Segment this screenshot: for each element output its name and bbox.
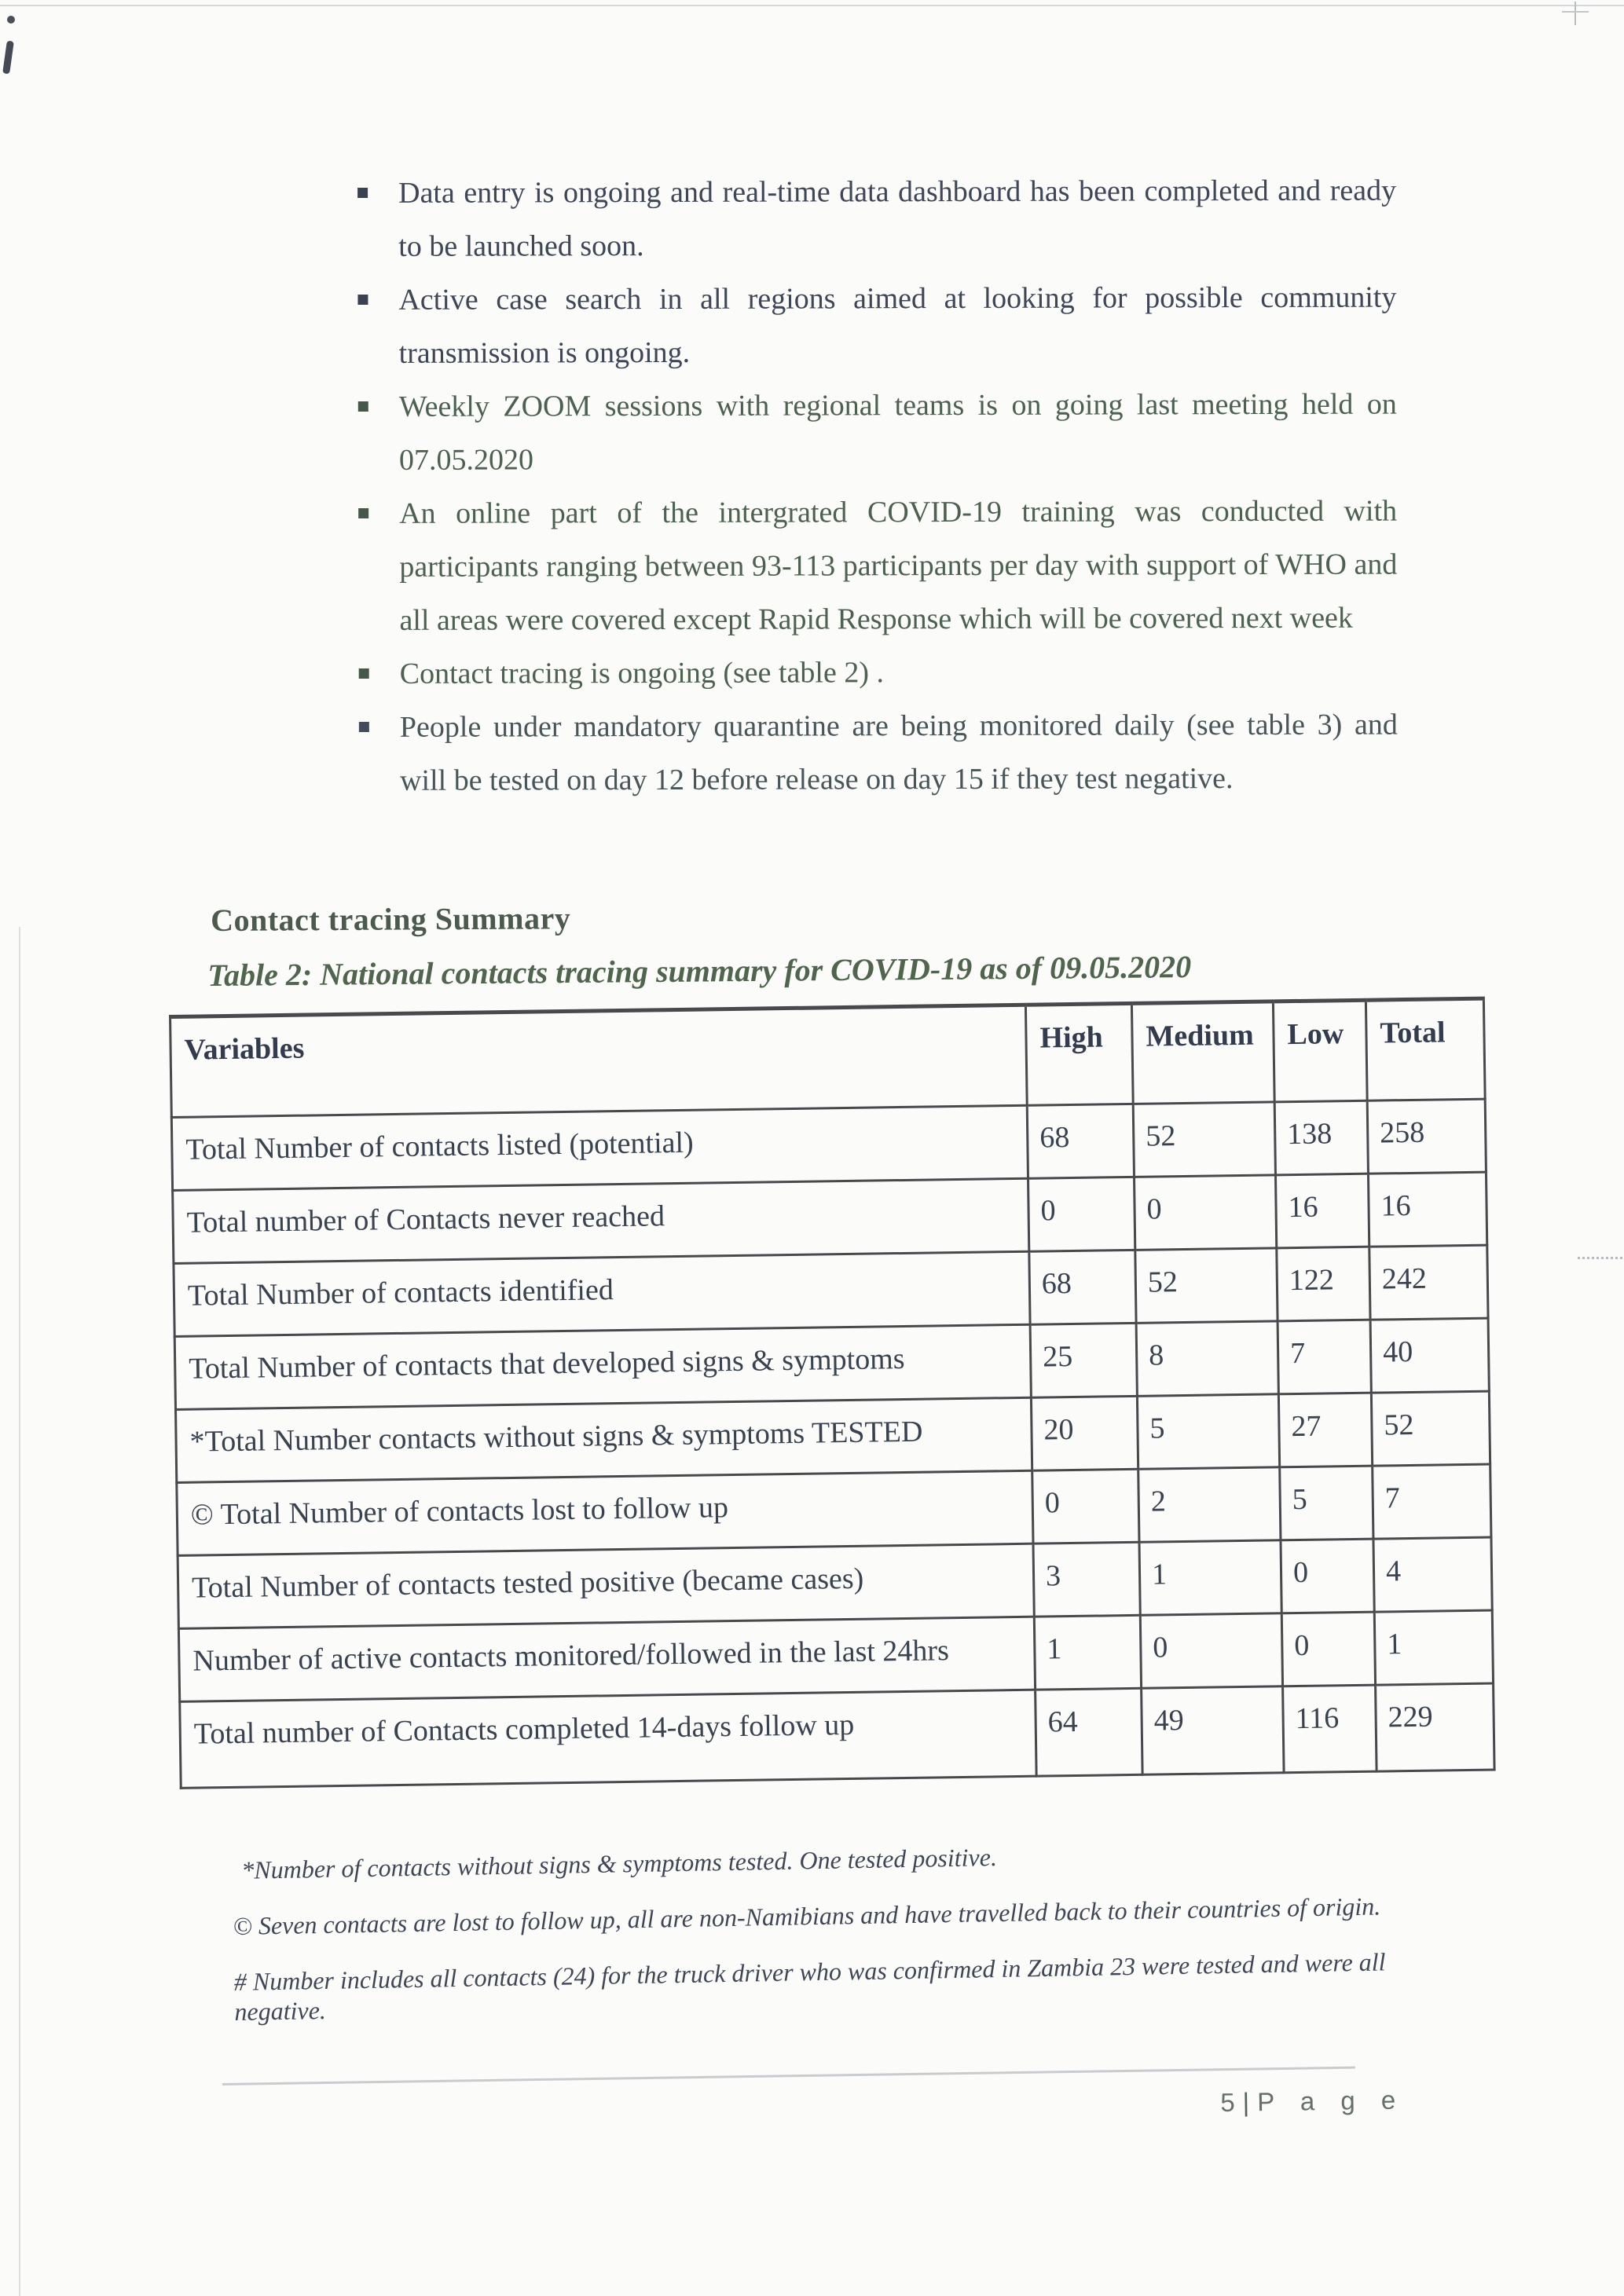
cell-value: 242 — [1369, 1245, 1488, 1320]
cell-value: 7 — [1278, 1320, 1371, 1394]
cell-value: 229 — [1376, 1683, 1495, 1771]
column-header-variables: Variables — [170, 1005, 1028, 1117]
bullet-text: An online part of the intergrated COVID-19 training was conducted with participants ranging between 93-113 participants per day with support of WHO and all areas were covered except Rapid Response which will be covered next week — [399, 494, 1398, 637]
contact-tracing-table-wrap — [169, 997, 1496, 1789]
cell-value: 52 — [1371, 1391, 1490, 1466]
cell-value: 5 — [1137, 1394, 1279, 1470]
bullet-text: Data entry is ongoing and real-time data dashboard has been completed and ready to be launched soon. — [398, 174, 1397, 263]
bullet-item — [359, 645, 1398, 701]
cell-value: 3 — [1033, 1542, 1140, 1617]
row-label: *Total Number contacts without signs & symptoms TESTED — [176, 1397, 1032, 1482]
cell-value: 2 — [1138, 1467, 1281, 1543]
cell-value: 5 — [1280, 1466, 1373, 1540]
scan-speck — [7, 16, 15, 24]
row-label: Number of active contacts monitored/followed in the last 24hrs — [178, 1617, 1035, 1701]
section-heading: Contact tracing Summary — [211, 900, 571, 938]
bullet-square-icon — [359, 668, 369, 679]
row-label: © Total Number of contacts lost to follow up — [177, 1470, 1033, 1555]
scan-blot — [2, 41, 14, 75]
page-number-label: P a g e — [1256, 2085, 1406, 2117]
scan-dotted-artifact — [1578, 1257, 1622, 1259]
cell-value: 4 — [1373, 1537, 1492, 1612]
bullet-text: Active case search in all regions aimed at looking for possible community transmission is ongoing. — [398, 280, 1397, 370]
footnote: © Seven contacts are lost to follow up, all are non-Namibians and have travelled back to their countries of origin. — [233, 1891, 1381, 1940]
table-caption: Table 2: National contacts tracing summary for COVID-19 as of 09.05.2020 — [207, 949, 1192, 993]
cell-value: 1 — [1374, 1610, 1493, 1685]
table-row — [180, 1683, 1494, 1788]
cell-value: 258 — [1367, 1099, 1486, 1174]
scan-edge-line — [0, 5, 1624, 6]
table-header-row — [170, 998, 1486, 1117]
scan-mark-vertical — [1575, 2, 1576, 25]
cell-value: 40 — [1370, 1318, 1489, 1393]
bullet-text: Weekly ZOOM sessions with regional teams is on going last meeting held on 07.05.2020 — [398, 387, 1397, 477]
page-number — [1220, 2085, 1405, 2118]
row-label: Total Number of contacts that developed signs & symptoms — [174, 1324, 1031, 1409]
row-label: Total Number of contacts tested positive (became cases) — [178, 1543, 1034, 1628]
footnotes — [232, 1834, 1461, 2052]
cell-value: 116 — [1283, 1685, 1377, 1773]
cell-value: 27 — [1278, 1393, 1372, 1467]
bullet-item — [359, 698, 1398, 807]
column-header-medium: Medium — [1131, 1002, 1274, 1104]
cell-value: 20 — [1031, 1396, 1138, 1470]
row-label: Total number of Contacts completed 14-days follow up — [180, 1690, 1036, 1788]
column-header-high: High — [1025, 1003, 1133, 1105]
cell-value: 0 — [1032, 1469, 1139, 1543]
scan-left-edge-line — [19, 927, 20, 2296]
cell-value: 68 — [1029, 1250, 1136, 1324]
bullet-text: Contact tracing is ongoing (see table 2) . — [399, 656, 885, 690]
bullet-item — [358, 485, 1398, 647]
bullet-square-icon — [357, 188, 368, 198]
page-number-separator: | — [1242, 2087, 1250, 2117]
bullet-square-icon — [358, 401, 368, 412]
cell-value: 16 — [1368, 1172, 1487, 1247]
row-label: Total Number of contacts listed (potential) — [171, 1105, 1028, 1190]
cell-value: 7 — [1373, 1464, 1491, 1539]
footer-rule — [222, 2067, 1355, 2085]
cell-value: 52 — [1133, 1102, 1275, 1177]
footnote: *Number of contacts without signs & symptoms tested. One tested positive. — [241, 1843, 998, 1884]
contact-tracing-table — [169, 997, 1496, 1789]
cell-value: 1 — [1034, 1615, 1141, 1690]
cell-value: 138 — [1274, 1100, 1368, 1175]
cell-value: 122 — [1277, 1247, 1370, 1321]
column-header-total: Total — [1366, 998, 1485, 1100]
cell-value: 0 — [1028, 1177, 1135, 1251]
cell-value: 0 — [1281, 1539, 1374, 1613]
bullet-item — [358, 378, 1397, 487]
bullet-text: People under mandatory quarantine are being monitored daily (see table 3) and will be tested on day 12 before release on day 15 if they test negative. — [399, 708, 1398, 797]
row-label: Total Number of contacts identified — [174, 1251, 1030, 1336]
cell-value: 0 — [1140, 1613, 1282, 1689]
cell-value: 49 — [1142, 1686, 1285, 1775]
row-label: Total number of Contacts never reached — [173, 1178, 1029, 1263]
table-body — [171, 1099, 1494, 1788]
bullet-square-icon — [358, 508, 368, 518]
cell-value: 8 — [1136, 1321, 1278, 1397]
bullet-item — [357, 271, 1396, 380]
bullet-list — [357, 164, 1398, 807]
cell-value: 1 — [1139, 1540, 1281, 1616]
cell-value: 64 — [1036, 1688, 1143, 1776]
cell-value: 0 — [1135, 1175, 1277, 1251]
cell-value: 16 — [1275, 1174, 1369, 1248]
bullet-square-icon — [359, 722, 369, 732]
bullet-item — [357, 164, 1396, 273]
scan-mark-horizontal — [1562, 11, 1589, 13]
column-header-low: Low — [1273, 1000, 1367, 1102]
cell-value: 52 — [1135, 1248, 1278, 1324]
cell-value: 0 — [1281, 1612, 1375, 1686]
bullet-square-icon — [357, 295, 368, 305]
cell-value: 68 — [1027, 1104, 1134, 1178]
cell-value: 25 — [1030, 1323, 1137, 1397]
page-number-value: 5 — [1220, 2087, 1240, 2117]
footnote: # Number includes all contacts (24) for the truck driver who was confirmed in Zambia 23 were tested and were all negative. — [233, 1947, 1386, 2026]
